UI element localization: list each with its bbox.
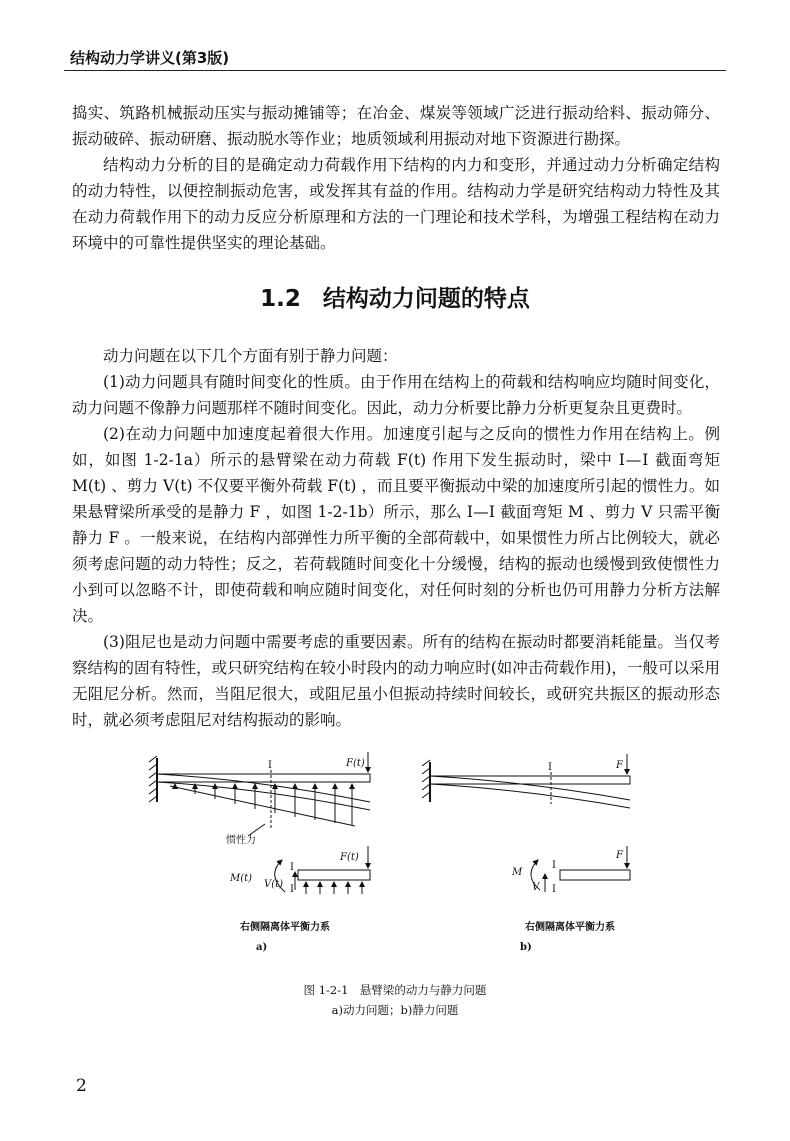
shear-label-b: V xyxy=(532,882,540,893)
paragraph: 结构动力分析的目的是确定动力荷载作用下结构的内力和变形，并通过动力分析确定结构的动力特性，以便控制振动危害，或发挥其有益的作用。结构动力学是研究结构动力特性及其在动力荷载作用下的动力反应分析原理和方法的一门理论和技术学科，为增强工程结构在动力环境中的可靠性提供坚实的理论基础。 xyxy=(72,156,720,252)
deflected-shape-b xyxy=(430,784,630,808)
section-mark-a: Ⅰ xyxy=(268,760,272,771)
deflected-shape-b-top xyxy=(430,776,630,800)
paragraph: 动力问题在以下几个方面有别于静力问题： xyxy=(103,347,398,365)
page-number: 2 xyxy=(76,1076,87,1096)
section-mark-a-top: Ⅰ xyxy=(290,862,294,873)
free-body-force-label-b: F xyxy=(616,850,623,861)
inertia-leader-line xyxy=(248,824,265,836)
free-body-inertia-arrows xyxy=(306,882,362,894)
fixed-support-a xyxy=(149,756,157,802)
running-header xyxy=(64,44,726,71)
intro-text xyxy=(72,100,720,256)
section-number: 1.2 xyxy=(260,286,301,312)
figure-subcaption: a)动力问题；b)静力问题 xyxy=(331,1003,459,1017)
paragraph: (1)动力问题具有随时间变化的性质。由于作用在结构上的荷载和结构响应均随时间变化，动力问题不像静力问题那样不随时间变化。因此，动力分析要比静力分析更复杂且更费时。 xyxy=(72,373,720,417)
paragraph: (2)在动力问题中加速度起着很大作用。加速度引起与之反向的惯性力作用在结构上。例如，如图 1-2-1a）所示的悬臂梁在动力荷载 F(t) 作用下发生振动时，梁中 Ⅰ—Ⅰ 截面弯矩 M(t) 、剪力 V(t) 不仅要平衡外荷载 F(t) ，而且要平衡振动中梁的加速度所引起的惯性力。如果悬臂梁所承受的是静力 F ，如图 1-2-1b）所示，那么 Ⅰ—Ⅰ 截面弯矩 M 、剪力 V 只需平衡静力 F 。一般来说，在结构内部弹性力所平衡的全部荷载中，如果惯性力所占比例较大，就必须考虑问题的动力特性；反之，若荷载随时间变化十分缓慢，结构的振动也缓慢到致使惯性力小到可以忽略不计，即使荷载和响应随时间变化，对任何时刻的分析也仍可用静力分析方法解决。 xyxy=(72,425,720,625)
header-title: 结构动力学讲义(第3版) xyxy=(70,49,230,67)
force-label-a: F(t) xyxy=(346,758,365,769)
panel-caption-a: 右侧隔离体平衡力系 xyxy=(240,922,330,933)
force-label-b: F xyxy=(616,760,623,771)
section-body xyxy=(72,343,720,733)
moment-label-a: M(t) xyxy=(230,873,253,884)
fixed-support-b xyxy=(422,760,430,802)
free-body-b xyxy=(560,870,630,880)
section-mark-b-bottom: Ⅰ xyxy=(552,884,556,895)
section-mark-b: Ⅰ xyxy=(548,762,552,773)
panel-caption-b: 右侧隔离体平衡力系 xyxy=(525,922,615,933)
deflected-shape-a-top xyxy=(157,774,370,802)
paragraph: 捣实、筑路机械振动压实与振动摊铺等；在冶金、煤炭等领域广泛进行振动给料、振动筛分、振动破碎、振动研磨、振动脱水等作业；地质领域利用振动对地下资源进行勘探。 xyxy=(72,104,720,148)
free-body-force-label-a: F(t) xyxy=(340,852,359,863)
panel-tag-b: b) xyxy=(520,942,532,953)
inertia-label: 惯性力 xyxy=(226,835,256,846)
panel-tag-a: a) xyxy=(256,942,268,953)
inertia-force-arrows xyxy=(170,784,355,826)
beam-b xyxy=(430,776,630,784)
moment-label-b: M xyxy=(512,867,523,878)
section-mark-b-top: Ⅰ xyxy=(552,860,556,871)
section-heading xyxy=(0,280,790,313)
paragraph: (3)阻尼也是动力问题中需要考虑的重要因素。所有的结构在振动时都要消耗能量。当仅考察结构的固有特性，或只研究结构在较小时段内的动力响应时(如冲击荷载作用)，一般可以采用无阻尼分析。然而，当阻尼很大，或阻尼虽小但振动持续时间较长，或研究共振区的振动形态时，就必须考虑阻尼对结构振动的影响。 xyxy=(72,633,720,729)
cantilever-figure xyxy=(140,748,660,963)
section-title-text: 结构动力问题的特点 xyxy=(322,286,530,312)
section-mark-a-bottom: Ⅰ xyxy=(290,884,294,895)
free-body-a xyxy=(298,870,370,880)
figure-caption: 图 1-2-1 悬臂梁的动力与静力问题 xyxy=(303,983,487,997)
shear-label-a: V(t) xyxy=(264,879,284,890)
beam-a xyxy=(157,774,370,782)
